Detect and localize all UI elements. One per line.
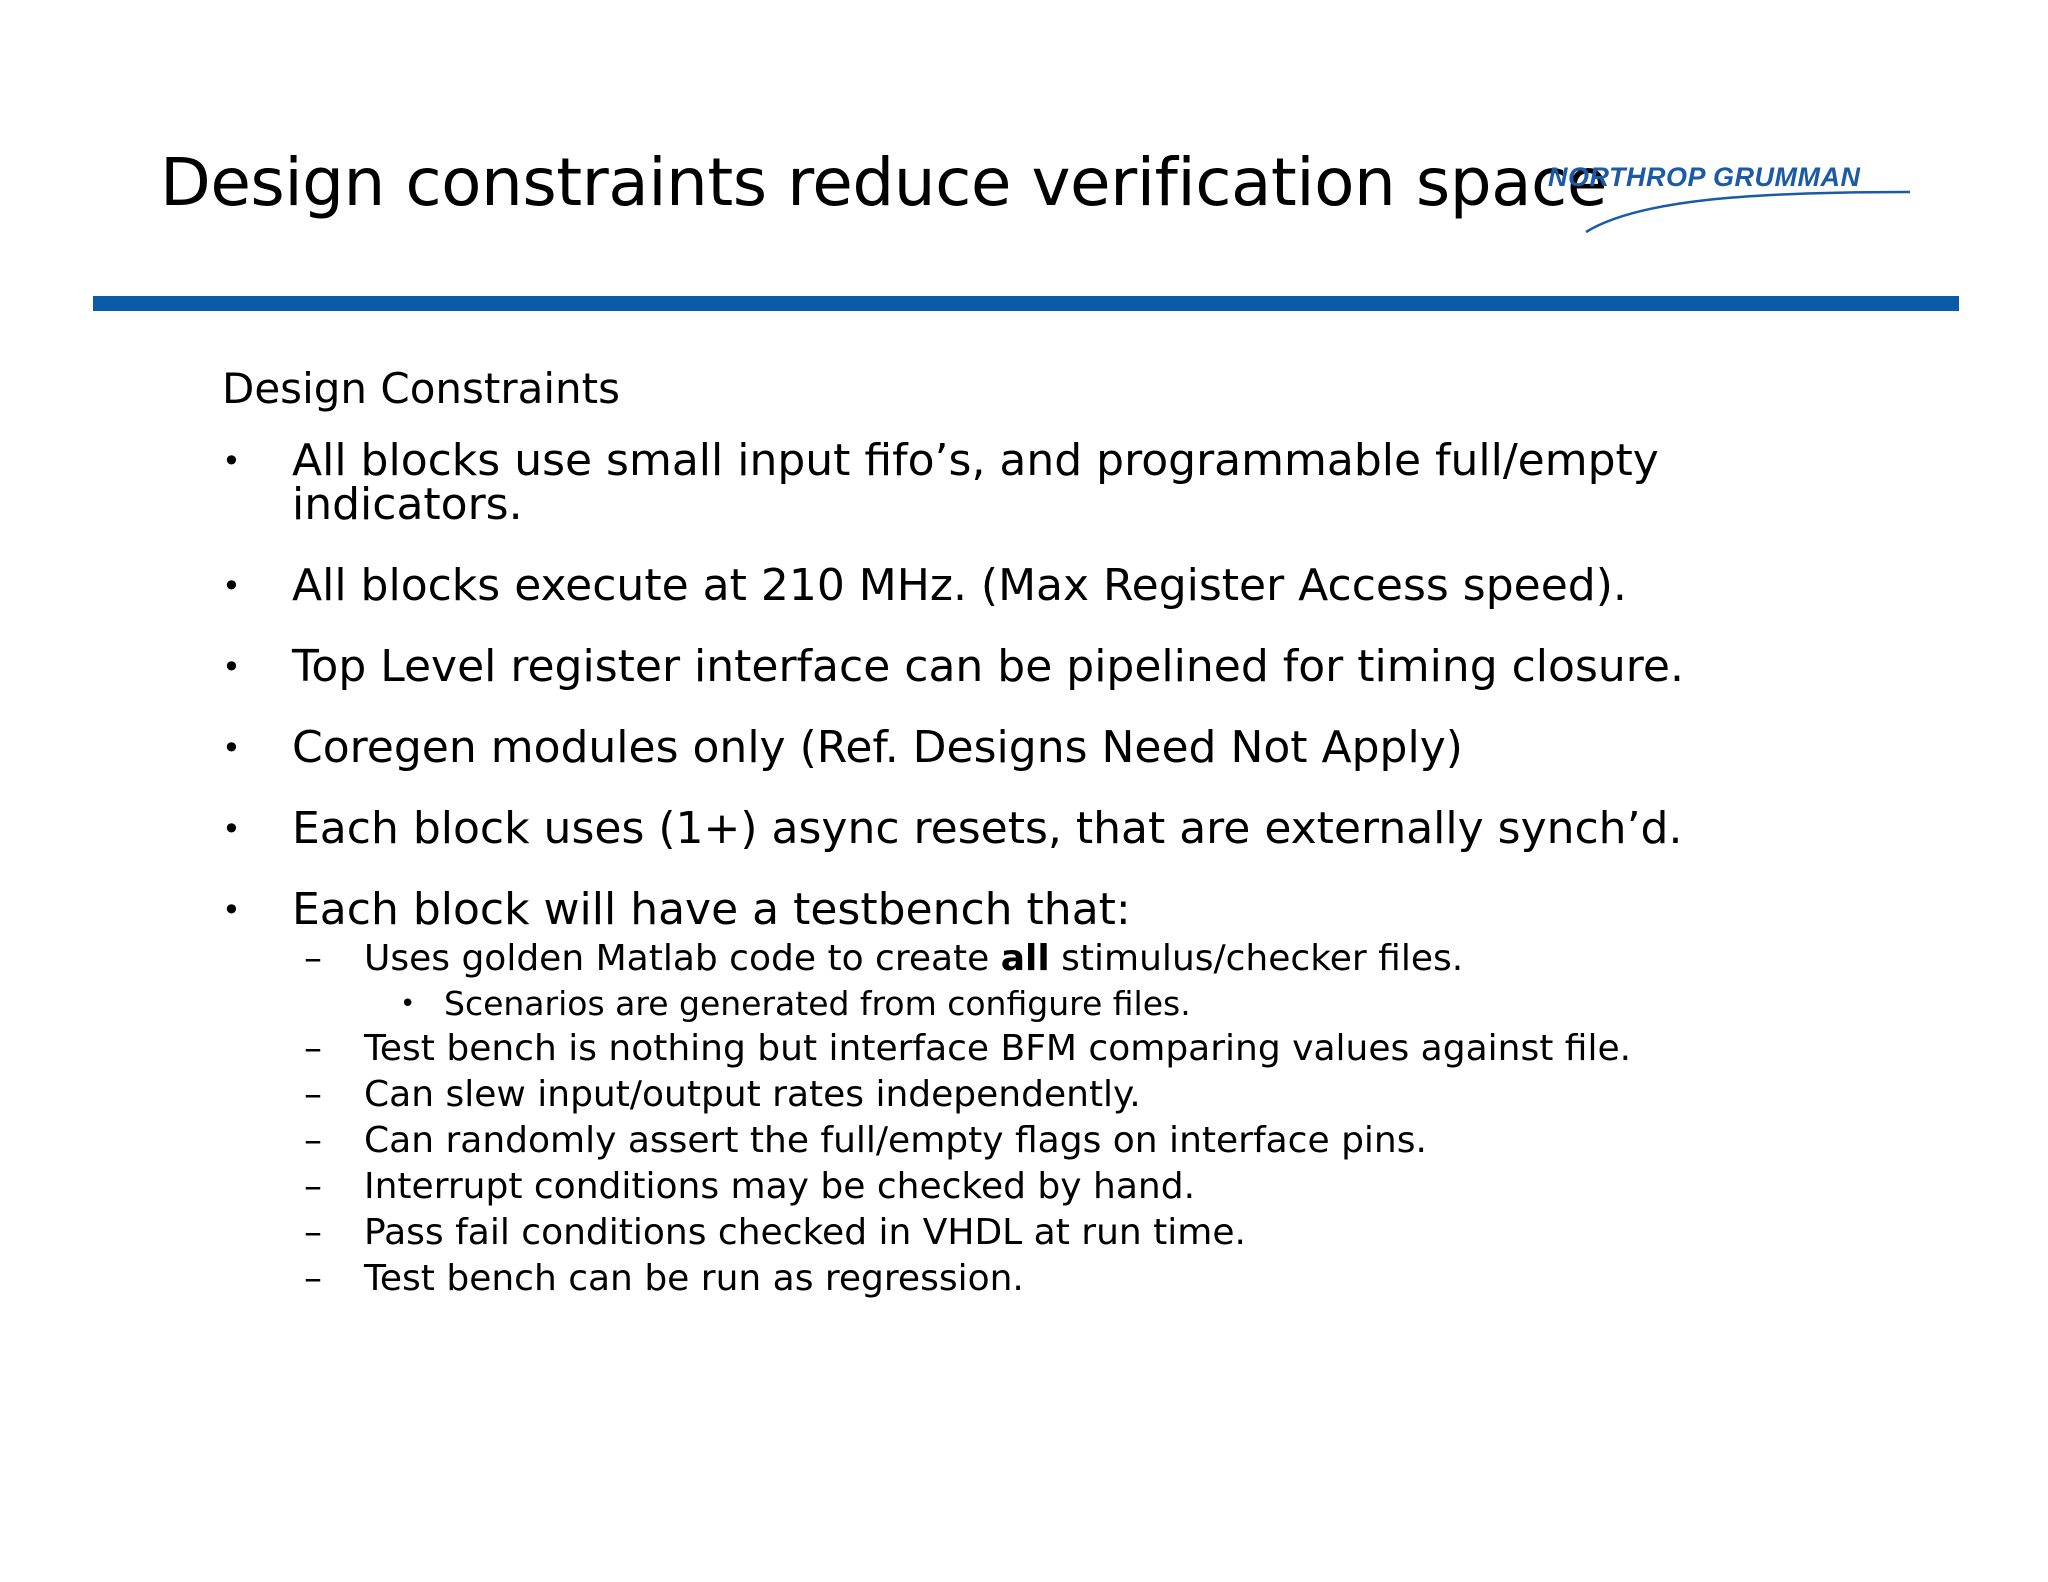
slide-body [222, 363, 1862, 1339]
sub-sub-bullet-text: Scenarios are generated from configure files. [444, 984, 1191, 1023]
sub-bullet-list [292, 936, 1862, 1302]
bullet-text: Each block uses (1+) async resets, that are externally synch’d. [292, 803, 1683, 854]
emphasis-text: all [1000, 938, 1050, 979]
bullet-item [222, 884, 1862, 1302]
sub-bullet-item [304, 1164, 1862, 1210]
bullet-icon: • [222, 729, 241, 767]
dash-icon: – [304, 1258, 322, 1299]
bullet-item [222, 560, 1862, 611]
bullet-icon: • [222, 648, 241, 686]
bullet-text: Coregen modules only (Ref. Designs Need Not Apply) [292, 722, 1463, 773]
title-divider [93, 296, 1959, 311]
sub-bullet-text: Pass fail conditions checked in VHDL at run time. [364, 1212, 1246, 1253]
sub-sub-bullet-list [364, 982, 1862, 1026]
sub-sub-bullet-item [400, 982, 1862, 1026]
sub-bullet-item [304, 1210, 1862, 1256]
bullet-icon: • [222, 891, 241, 929]
bullet-list [222, 435, 1862, 1302]
section-heading: Design Constraints [222, 364, 620, 413]
bullet-item [222, 641, 1862, 692]
bullet-icon: • [222, 810, 241, 848]
bullet-icon: • [222, 442, 241, 480]
bullet-icon: • [222, 567, 241, 605]
dash-icon: – [304, 938, 322, 979]
logo-wordmark: NORTHROP GRUMMAN [1548, 162, 1861, 192]
dash-icon: – [304, 1028, 322, 1069]
bullet-text: All blocks execute at 210 MHz. (Max Register Access speed). [292, 560, 1627, 611]
bullet-icon: • [400, 989, 416, 1019]
sub-bullet-item [304, 1072, 1862, 1118]
sub-bullet-item [304, 1026, 1862, 1072]
bullet-item [222, 722, 1862, 773]
sub-bullet-item [304, 1118, 1862, 1164]
dash-icon: – [304, 1074, 322, 1115]
northrop-grumman-logo [1548, 162, 1918, 242]
sub-bullet-text: Test bench is nothing but interface BFM comparing values against file. [364, 1028, 1632, 1069]
bullet-text: Each block will have a testbench that: [292, 884, 1131, 935]
bullet-text: Top Level register interface can be pipelined for timing closure. [292, 641, 1684, 692]
bullet-item [222, 435, 1862, 530]
bullet-item [222, 803, 1862, 854]
sub-bullet-text: Can randomly assert the full/empty flags on interface pins. [364, 1120, 1427, 1161]
logo-swoosh-icon [1548, 162, 1918, 242]
sub-bullet-item [304, 1256, 1862, 1302]
slide-title: Design constraints reduce verification space [160, 144, 1607, 221]
dash-icon: – [304, 1120, 322, 1161]
sub-bullet-item [304, 936, 1862, 1026]
sub-bullet-text: Uses golden Matlab code to create all stimulus/checker files. [364, 938, 1464, 979]
dash-icon: – [304, 1166, 322, 1207]
sub-bullet-text: Can slew input/output rates independently. [364, 1074, 1141, 1115]
sub-bullet-text: Interrupt conditions may be checked by hand. [364, 1166, 1196, 1207]
dash-icon: – [304, 1212, 322, 1253]
sub-bullet-text: Test bench can be run as regression. [364, 1258, 1024, 1299]
bullet-text: All blocks use small input fifo’s, and programmable full/empty indicators. [292, 435, 1659, 530]
